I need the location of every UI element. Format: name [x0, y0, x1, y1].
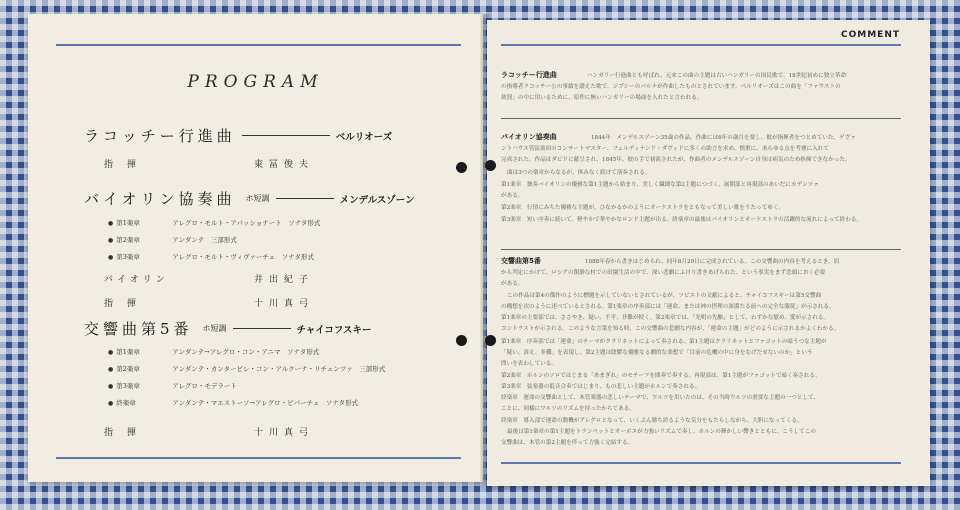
comment-line: この作品は第4の傑作のように標題を示していないとされているが、ツビエトの文献によると、チャイコフスキーは第5交響曲 — [507, 293, 822, 299]
comment-line: 第1楽章の主要部では、ささやき、疑い、不平、非難が続く。第2楽章では、「光明の先駆」として、わずかな慰め、愛が示される。 — [501, 315, 830, 321]
credit-conductor-3 — [104, 425, 424, 439]
left-page — [28, 14, 483, 482]
movement-tempo: アンダンテ・カンタービレ・コン・アルクーナ・リチェンツァ 三部形式 — [172, 365, 386, 373]
movement-label: 第3楽章 — [116, 253, 140, 261]
movement-tempo: アンダンテ 三部形式 — [172, 236, 237, 244]
movement-row: ● 第1楽章 アンダンテ→アレグロ・コン・アニマ ソナタ形式 — [108, 348, 320, 356]
work-symphony-5 — [84, 318, 372, 339]
comment-line: 第1楽章 序奏部では「運命」のテーマがクラリネットによって奏される。第1主題はクラリネットとファゴットの暗うつな主題が — [501, 339, 827, 345]
credit-role: 指揮 — [104, 299, 151, 309]
left-top-rule — [56, 44, 461, 46]
work-key: ホ短調 — [202, 324, 227, 333]
comment-heading: 交響曲第5番 — [501, 257, 541, 265]
work-key: ホ短調 — [245, 194, 270, 203]
section-divider — [501, 249, 901, 250]
movement-label: 第1楽章 — [116, 219, 140, 227]
comment-line: 完成された。作品はダビドに献呈され、1845年、彼の手で初演されたが、作曲者のメンデルスゾーン自身は病気のため指揮できなかった。 — [501, 157, 851, 163]
movement-tempo: アレグロ・モルト・アパッショナート ソナタ形式 — [172, 219, 321, 227]
work-leader-line — [276, 198, 334, 199]
credit-name: 井出紀子 — [254, 275, 315, 285]
movement-label: 第2楽章 — [116, 365, 140, 373]
credit-name: 十川真弓 — [254, 428, 315, 438]
section-divider — [501, 118, 901, 119]
credit-role: 指揮 — [104, 160, 151, 170]
movement-row: ● 第3楽章 アレグロ・モルト・ヴィヴァーチェ ソナタ形式 — [108, 253, 314, 261]
work-rakoczy — [84, 125, 392, 146]
comment-line: 第2楽章 行情にみちた優雅な主題が、ひなかるかのようにオーケストラをともなって美しい歌をうたってゆく。 — [501, 205, 784, 211]
comment-line: がある。 — [501, 281, 524, 287]
comment-heading: バイオリン協奏曲 — [501, 133, 557, 141]
credit-name: 東冨俊夫 — [254, 160, 315, 170]
movement-row: ● 第1楽章 アレグロ・モルト・アパッショナート ソナタ形式 — [108, 219, 321, 227]
work-title: ラコッチー行進曲 — [84, 127, 236, 145]
comment-line: 終楽章 運命の交響曲として、木管楽器の悲しいテーマで、ワルツを用いたのは、その当時ウルツの重要な主題の一つとして、 — [501, 395, 820, 401]
work-leader-line — [242, 135, 330, 136]
binder-hole-bottom — [456, 335, 467, 346]
comment-line: 終楽章 導入部で運命の動機がアレグロとなって、いくぶん勝ち誇るような気分をもたらしながら、大胆になってくる。 — [501, 418, 803, 424]
comment-line: 第3楽章 弦楽器の低音合奏ではじまり、もの悲しい主題がホルンで奏される。 — [501, 384, 701, 390]
comment-line: 第3楽章 短い序奏に続いて、軽やかで華やかなロンド主題が出る。終楽章の最後はバイオリンとオーケストラの活躍的な流れによって終わる。 — [501, 217, 863, 223]
movement-label: 終楽章 — [116, 399, 136, 407]
movement-row: ● 第3楽章 アレグロ・モデラート — [108, 382, 237, 390]
movement-tempo: アンダンテ→アレグロ・コン・アニマ ソナタ形式 — [172, 348, 320, 356]
comment-line: 1888年春から書きはじめられ、同年8月29日に完成されている。この交響曲の内容を考えるとき、眉 — [585, 259, 840, 265]
comment-line: の指導者ラコッチー公の事績を讃えた歌で、ジプシーのバルナが作曲したものとされています。ベルリオーズはこの曲を「ファウストの — [501, 84, 841, 90]
composer-name: ベルリオーズ — [335, 131, 393, 143]
comment-line: 問いを表わしている。 — [501, 361, 557, 367]
composer-name: チャイコフスキー — [296, 324, 372, 336]
comment-line: の構想を次のように述べているとされる。第1楽章の序奏部には「運命、または神の摂理の深淵たる前への完全な服従」が示される。 — [501, 304, 835, 310]
left-bottom-rule — [56, 457, 461, 459]
comment-tab: COMMENT — [841, 30, 900, 40]
movement-tempo: アレグロ・モルト・ヴィヴァーチェ ソナタ形式 — [172, 253, 314, 261]
comment-line: ことに、同様にワルツのリズムを持ったからである。 — [501, 406, 635, 412]
comment-line: 曲は3つの楽章からなるが、休みなく続けて演奏される。 — [507, 170, 651, 176]
work-violin-concerto — [84, 188, 415, 209]
credit-violin — [104, 272, 424, 286]
credit-role: バイオリン — [104, 275, 169, 285]
binder-hole-bottom — [485, 335, 496, 346]
credit-conductor-2 — [104, 296, 424, 310]
comment-line: 第2楽章 ホルンのソロではじまる「あまぎれ」のモチーフを間奏で奏する。再現部は、第1主題がファゴットで暗く奏される。 — [501, 373, 821, 379]
program-title: PROGRAM — [187, 72, 324, 92]
comment-line: 劫罰」の中に用いるために、原作に無いハンガリーの場面を入れたと言われる。 — [501, 95, 703, 101]
movement-row: ● 第2楽章 アンダンテ・カンタービレ・コン・アルクーナ・リチェンツァ 三部形式 — [108, 365, 386, 373]
comment-line: 1844年 メンデルスゾーン35歳の作品。作曲には6年の歳月を要し、彼が指揮者をつとめていた、ゲヴァ — [591, 135, 856, 141]
work-title: 交響曲第5番 — [84, 320, 193, 338]
movement-label: 第2楽章 — [116, 236, 140, 244]
movement-label: 第3楽章 — [116, 382, 140, 390]
binder-hole-top — [485, 160, 496, 171]
movement-label: 第1楽章 — [116, 348, 140, 356]
comment-line: 交響曲は、木管の第2主題を伴って力強く完結する。 — [501, 440, 634, 446]
comment-line: コントラストが示される。このような言葉を知る時、この交響曲の悲劇な内容が、「運命の主題」がどのように示されるかよくわかる。 — [501, 326, 840, 332]
binder-hole-top — [456, 162, 467, 173]
right-bottom-rule — [501, 462, 901, 464]
movement-tempo: アンダンテ・マエストーソ→アレグロ・ビバーチェ ソナタ形式 — [172, 399, 359, 407]
comment-line: 第1楽章 独奏バイオリンの優雅な第1主題から始まり、美しく繊細な第2主題につづく。展開部と再現部のあいだにカデンツァ — [501, 182, 819, 188]
comment-line: ントハウス管弦楽団のコンサートマスター、フェルディナンド・ダヴィドに多くの助言を求め、慎重に、あらゆる点を考慮に入れて — [501, 146, 829, 152]
work-leader-line — [233, 328, 291, 329]
comment-heading: ラコッチー行進曲 — [501, 71, 557, 79]
comment-line: がある。 — [501, 193, 524, 199]
credit-name: 十川真弓 — [254, 299, 315, 309]
credit-conductor-1 — [104, 157, 424, 171]
credit-role: 指揮 — [104, 428, 151, 438]
work-title: バイオリン協奏曲 — [84, 190, 236, 208]
comment-line: ハンガリー行進曲とも呼ばれ、元来この曲の主題は古いハンガリーの国民歌で、18世紀初めに独立革命 — [587, 73, 847, 79]
composer-name: メンデルスゾーン — [339, 194, 415, 206]
comment-line: 「疑い、訴え、非難」を表現し、第2主題は陰鬱な優雅なる劇的な楽想で「目前の危機の中に身をなげだせないのか」という — [501, 350, 813, 356]
comment-line: 最後は第1楽章の第1主題をトランペットとオーボエが力強いリズムで奏し、ホルンの輝かしい響きとともに、こうしてこの — [507, 429, 816, 435]
right-top-rule — [501, 44, 901, 46]
comment-line: から判定にかけて、ロシアの閑静な村での田園生活の中で、深い悲劇にふけり書きあげられた、という事実をまず念頭におく必要 — [501, 270, 826, 276]
movement-tempo: アレグロ・モデラート — [172, 382, 237, 390]
right-page — [487, 20, 930, 486]
movement-row: ● 終楽章 アンダンテ・マエストーソ→アレグロ・ビバーチェ ソナタ形式 — [108, 399, 359, 407]
movement-row: ● 第2楽章 アンダンテ 三部形式 — [108, 236, 237, 244]
